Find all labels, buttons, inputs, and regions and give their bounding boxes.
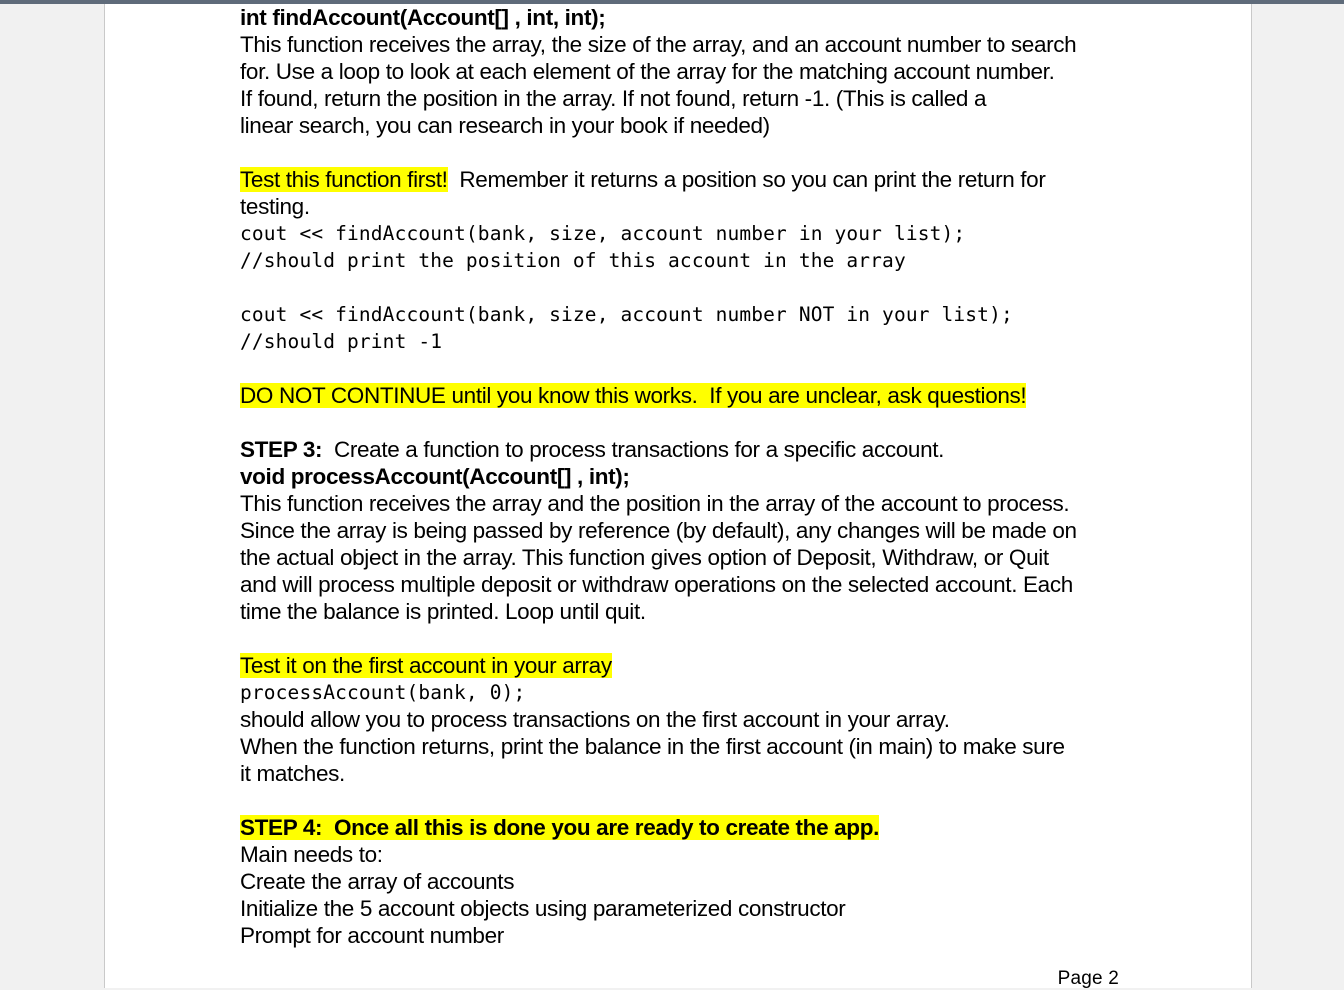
code-comment: //should print -1 <box>240 330 443 353</box>
find-description-line: for. Use a loop to look at each element of the array for the matching account number. <box>240 59 1055 84</box>
page-content <box>240 4 1130 949</box>
do-not-continue-highlight: DO NOT CONTINUE until you know this works. If you are unclear, ask questions! <box>240 383 1027 408</box>
process-note-line: it matches. <box>240 761 345 786</box>
main-list-item: Main needs to: <box>240 842 383 867</box>
process-description-line: time the balance is printed. Loop until quit. <box>240 599 646 624</box>
step3-heading <box>240 436 1130 463</box>
step4-heading: STEP 4: Once all this is done you are ready to create the app. <box>240 815 879 840</box>
find-account-signature: int findAccount(Account[] , int, int); <box>240 5 606 30</box>
test-first-continuation: testing. <box>240 194 310 219</box>
process-description-line: and will process multiple deposit or withdraw operations on the selected account. Each <box>240 572 1073 597</box>
step3-label: STEP 3: <box>240 437 323 462</box>
spacer <box>240 274 1130 301</box>
process-account-signature: void processAccount(Account[] , int); <box>240 464 630 489</box>
test-first-highlight: Test this function first! <box>240 167 448 192</box>
spacer <box>240 625 1130 652</box>
spacer <box>240 787 1130 814</box>
process-description-line: the actual object in the array. This function gives option of Deposit, Withdraw, or Quit <box>240 545 1049 570</box>
code-comment: //should print the position of this account in the array <box>240 249 906 272</box>
code-line: cout << findAccount(bank, size, account number NOT in your list); <box>240 303 1013 326</box>
do-not-continue-paragraph <box>240 382 1130 409</box>
spacer <box>240 139 1130 166</box>
process-note-line: When the function returns, print the balance in the first account (in main) to make sure <box>240 734 1065 759</box>
test-first-paragraph <box>240 166 1130 193</box>
test-it-paragraph <box>240 652 1130 679</box>
test-first-text: Remember it returns a position so you can print the return for <box>447 167 1046 192</box>
spacer <box>240 355 1130 382</box>
find-description-line: This function receives the array, the size of the array, and an account number to search <box>240 32 1077 57</box>
document-page <box>104 4 1252 988</box>
test-it-highlight: Test it on the first account in your array <box>240 653 612 678</box>
find-description-line: If found, return the position in the array. If not found, return -1. (This is called a <box>240 86 987 111</box>
find-description-line: linear search, you can research in your book if needed) <box>240 113 770 138</box>
main-list-item: Create the array of accounts <box>240 869 515 894</box>
main-list-item: Prompt for account number <box>240 923 504 948</box>
process-description-line: This function receives the array and the position in the array of the account to process. <box>240 491 1070 516</box>
page-number: Page 2 <box>1057 968 1119 989</box>
step4-paragraph <box>240 814 1130 841</box>
process-description-line: Since the array is being passed by reference (by default), any changes will be made on <box>240 518 1077 543</box>
code-line: cout << findAccount(bank, size, account number in your list); <box>240 222 966 245</box>
spacer <box>240 409 1130 436</box>
process-call-code: processAccount(bank, 0); <box>240 681 526 704</box>
process-note-line: should allow you to process transactions on the first account in your array. <box>240 707 950 732</box>
step3-text: Create a function to process transactions for a specific account. <box>322 437 945 462</box>
main-list-item: Initialize the 5 account objects using parameterized constructor <box>240 896 846 921</box>
